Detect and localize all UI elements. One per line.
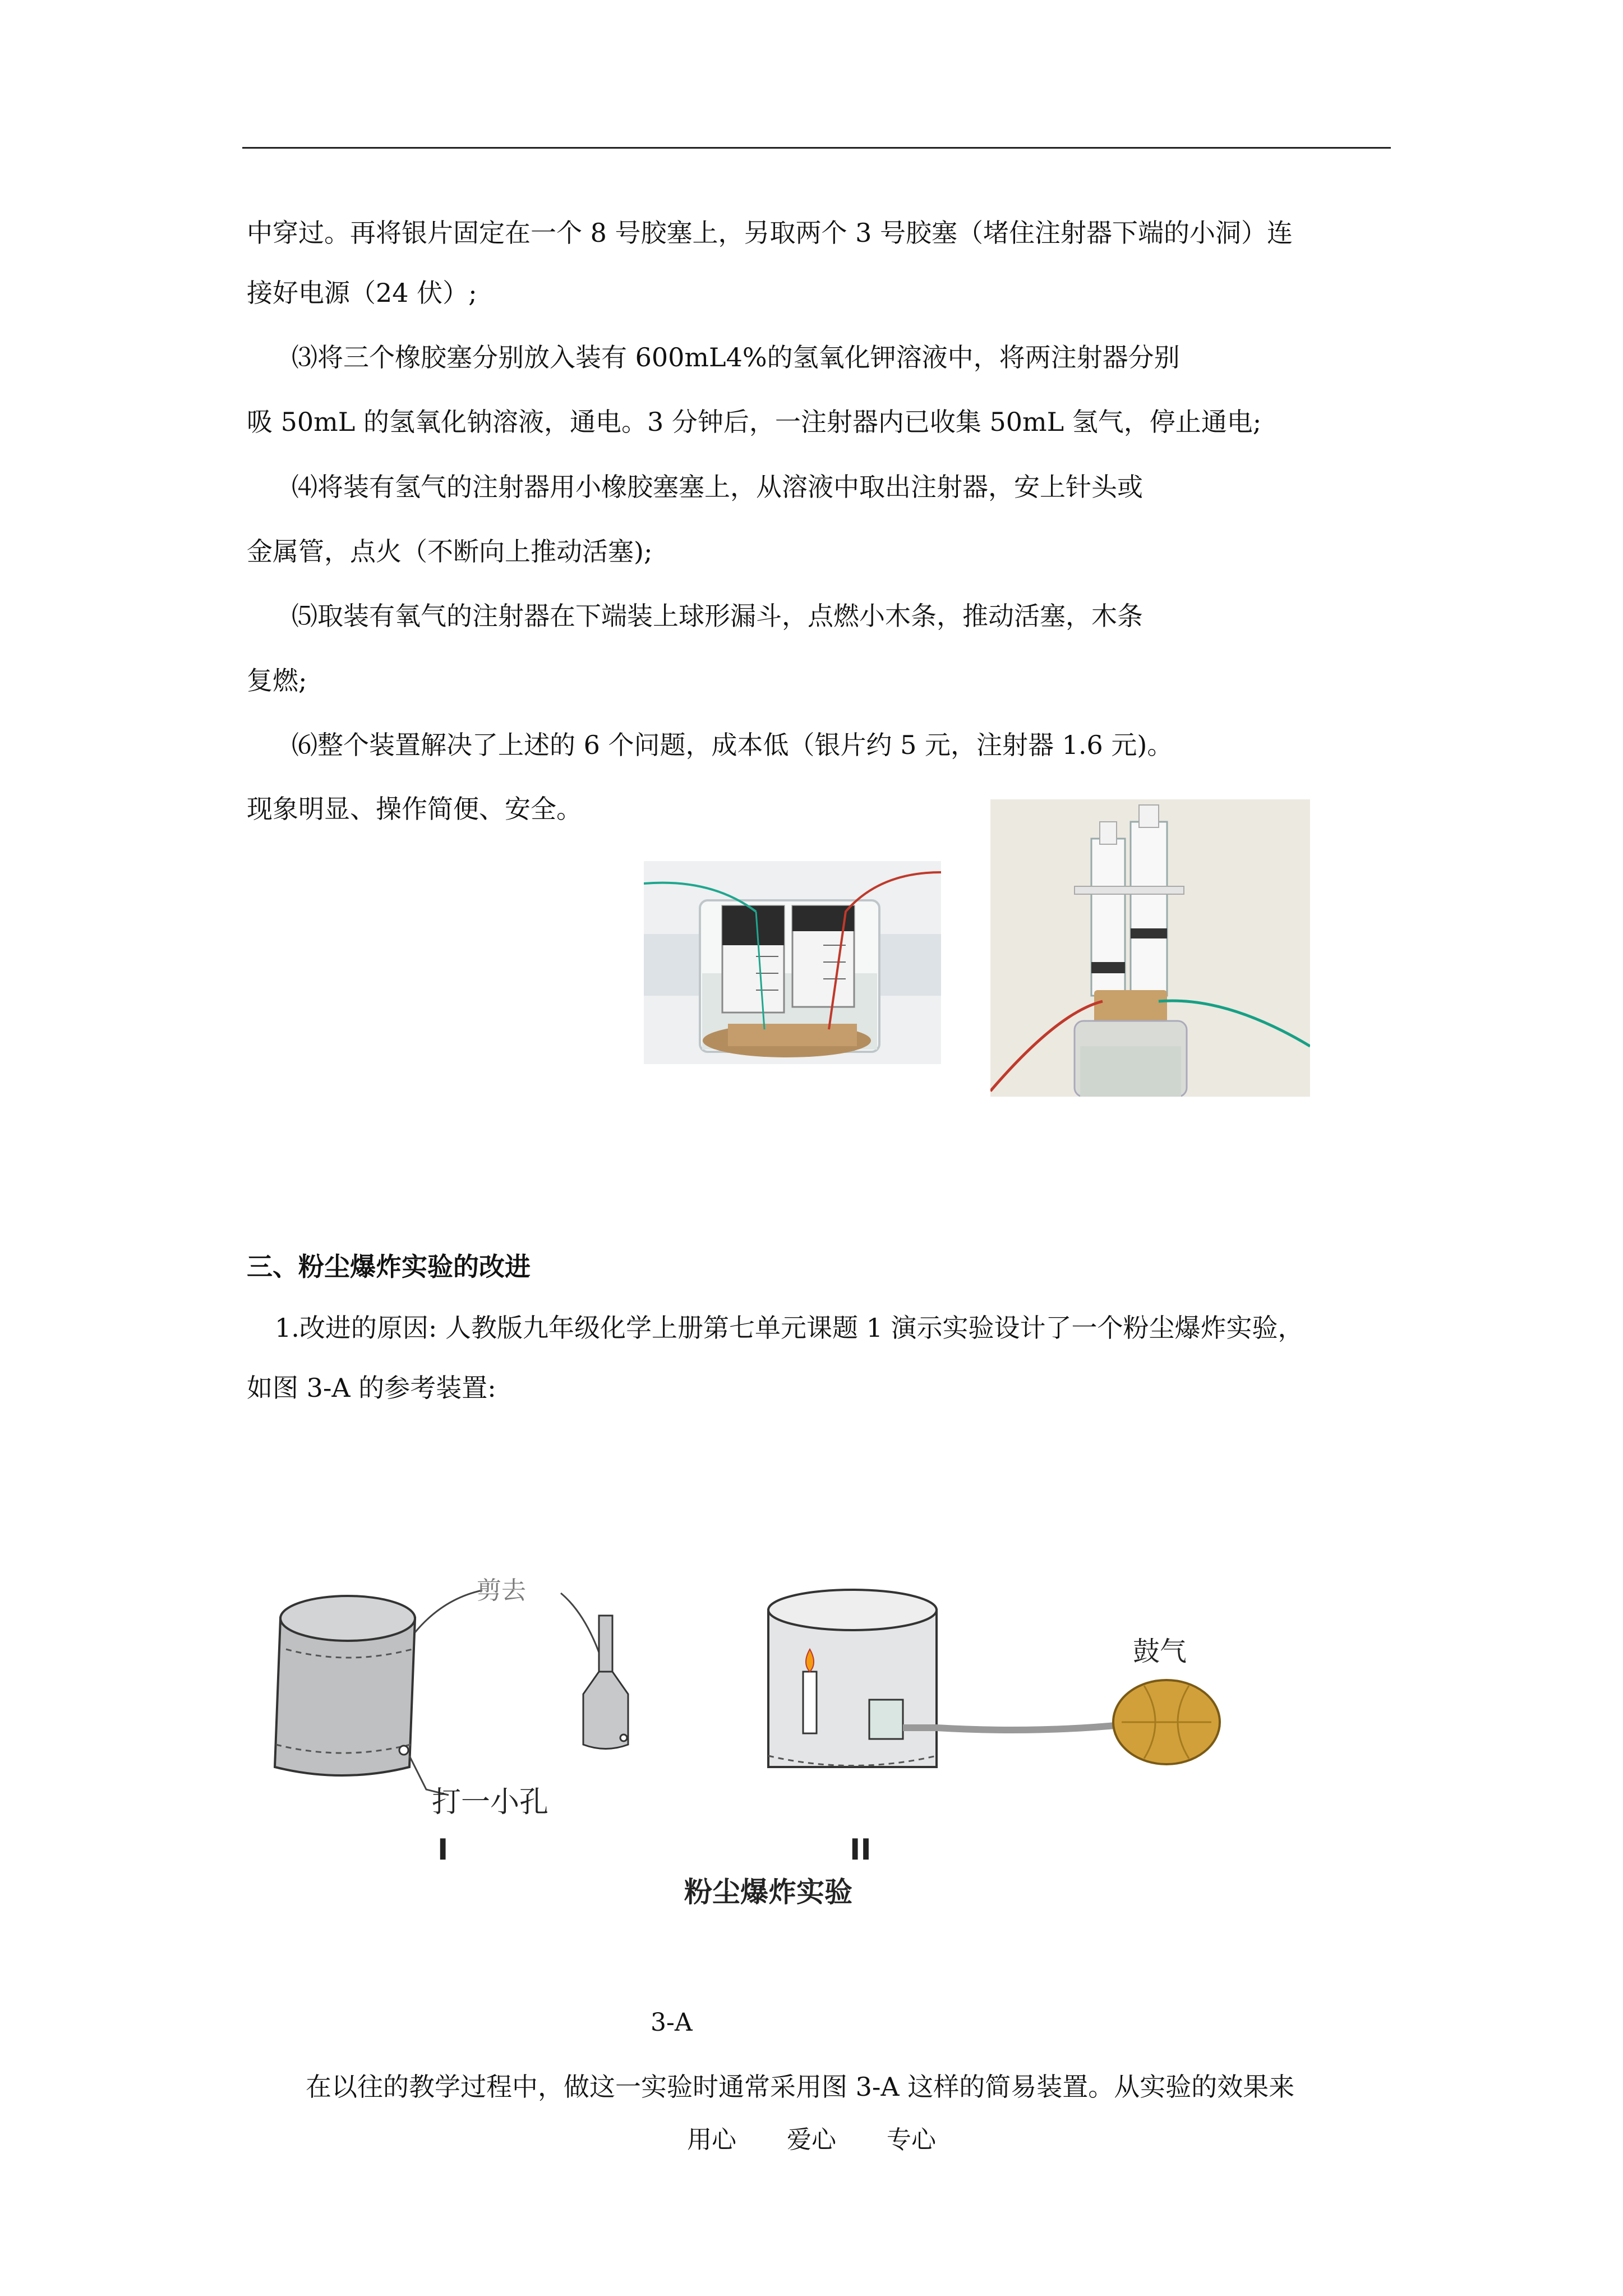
paragraph-line: 吸 50mL 的氢氧化钠溶液，通电。3 分钟后，一注射器内已收集 50mL 氢气，停止通电; xyxy=(247,407,1262,437)
footer-word: 用心 xyxy=(687,2125,736,2154)
paragraph-line: 接好电源（24 伏）; xyxy=(247,278,477,308)
beaker-syringe-photo xyxy=(644,861,941,1064)
footer xyxy=(0,2119,1623,2155)
figure-title: 粉尘爆炸实验 xyxy=(684,1876,852,1908)
paragraph-line: ⑸取装有氧气的注射器在下端装上球形漏斗，点燃小木条，推动活塞，木条 xyxy=(292,601,1143,631)
label-hole: 打一小孔 xyxy=(432,1786,549,1819)
paragraph-line: 如图 3-A 的参考装置: xyxy=(247,1373,496,1403)
paragraph-line: 现象明显、操作简便、安全。 xyxy=(247,794,582,824)
footer-word: 专心 xyxy=(887,2125,936,2154)
figure-caption: 3-A xyxy=(651,2008,693,2037)
roman-2: II xyxy=(850,1833,872,1867)
paragraph-line: 1.改进的原因: 人教版九年级化学上册第七单元课题 1 演示实验设计了一个粉尘爆炸实验， xyxy=(275,1313,1304,1343)
label-cut: 剪去 xyxy=(477,1576,526,1605)
bellows-drawing xyxy=(1113,1680,1220,1764)
container-drawing xyxy=(768,1590,1122,1767)
can-drawing xyxy=(275,1596,415,1775)
dust-explosion-figure xyxy=(247,1565,1273,1913)
footer-word: 爱心 xyxy=(787,2125,836,2154)
paragraph-line: 复燃; xyxy=(247,665,307,696)
paragraph-line: 金属管，点火（不断向上推动活塞); xyxy=(247,536,653,567)
roman-1: I xyxy=(437,1833,449,1867)
syringe-bottle-photo xyxy=(990,799,1310,1097)
header-rule xyxy=(242,147,1391,149)
paragraph-line: ⑶将三个橡胶塞分别放入装有 600mL4%的氢氧化钾溶液中，将两注射器分别 xyxy=(292,342,1180,372)
paragraph-line: ⑷将装有氢气的注射器用小橡胶塞塞上，从溶液中取出注射器，安上针头或 xyxy=(292,472,1143,502)
funnel-drawing xyxy=(583,1616,628,1749)
paragraph-line: ⑹整个装置解决了上述的 6 个问题，成本低（银片约 5 元，注射器 1.6 元)。 xyxy=(292,730,1173,760)
paragraph-line: 在以往的教学过程中，做这一实验时通常采用图 3-A 这样的简易装置。从实验的效果来 xyxy=(306,2072,1295,2102)
paragraph-line: 中穿过。再将银片固定在一个 8 号胶塞上，另取两个 3 号胶塞（堵住注射器下端的小洞）连 xyxy=(247,218,1293,248)
label-blow: 鼓气 xyxy=(1133,1636,1187,1667)
section-heading: 三、粉尘爆炸实验的改进 xyxy=(247,1251,531,1282)
